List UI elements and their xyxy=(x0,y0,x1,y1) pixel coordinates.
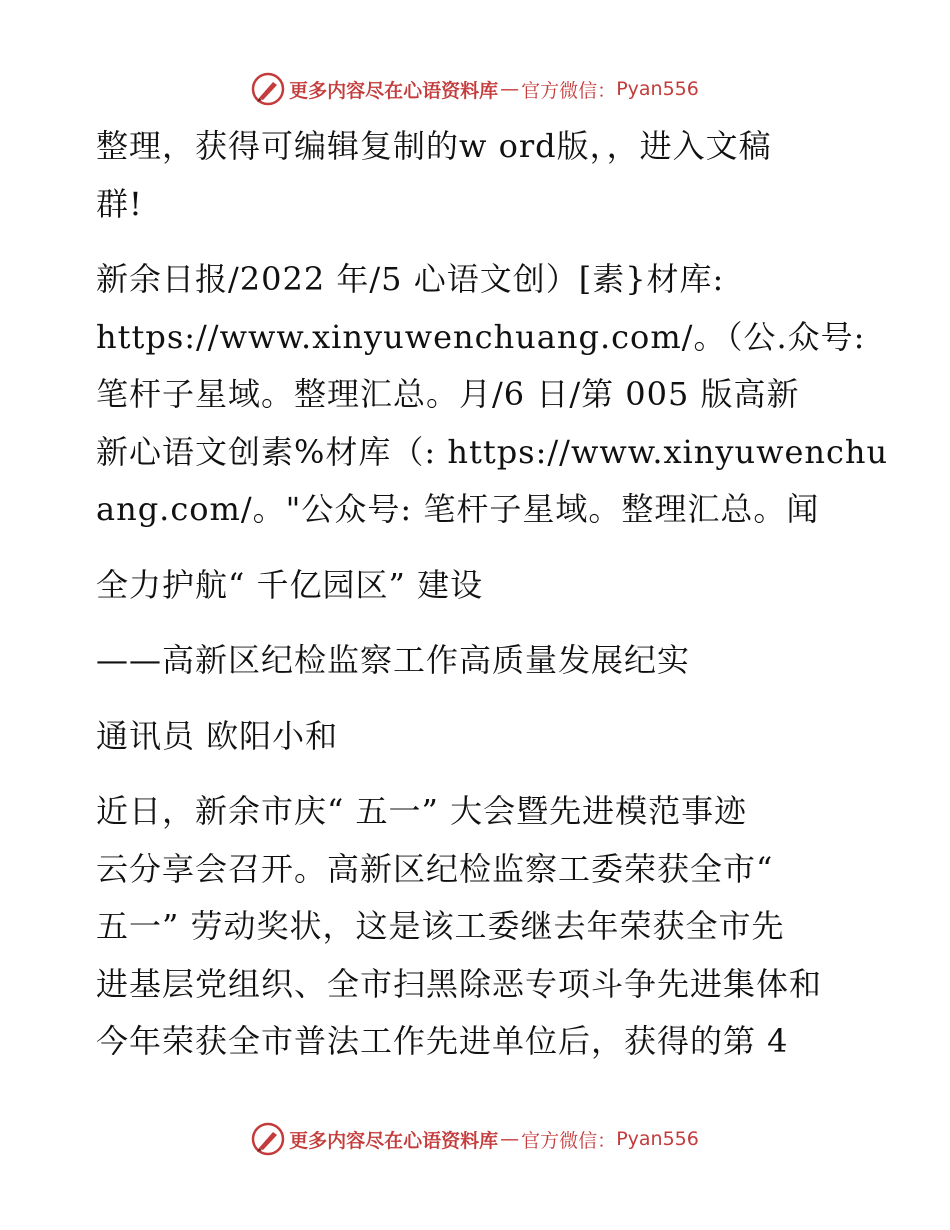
watermark-brand: 更多内容尽在心语资料库 xyxy=(289,79,499,102)
text-line: 笔杆子星域。整理汇总。月/6 日/第 005 版高新 xyxy=(96,375,800,413)
text-line: 新余日报/2022 年/5 心语文创）[素}材库: xyxy=(96,260,725,298)
text-line: 全力护航“ 千亿园区” 建设 xyxy=(96,565,484,604)
watermark-separator: — xyxy=(500,1128,520,1150)
pen-logo-icon xyxy=(251,72,285,106)
text-line: 新心语文创素%材库（: https://www.xinyuwenchu xyxy=(96,432,889,471)
paragraph-source xyxy=(96,251,889,539)
text-line: https://www.xinyuwenchuang.com/。（公.众号: xyxy=(96,317,866,356)
text-line: ang.com/。"公众号: 笔杆子星域。整理汇总。闻 xyxy=(96,490,820,528)
footer-watermark xyxy=(0,1122,950,1156)
paragraph-intro xyxy=(96,118,856,233)
watermark-wechat-id: Pyan556 xyxy=(616,1128,699,1150)
text-line: 整理，获得可编辑复制的w ord版，，进入文稿 xyxy=(96,127,772,165)
article-subtitle xyxy=(96,632,856,690)
article-title xyxy=(96,557,856,615)
header-watermark xyxy=(0,72,950,106)
watermark-official-label: 官方微信： xyxy=(521,79,617,102)
watermark-official-label: 官方微信： xyxy=(521,1129,617,1152)
text-line: 进基层党组织、全市扫黑除恶专项斗争先进集体和 xyxy=(96,964,823,1003)
watermark-brand: 更多内容尽在心语资料库 xyxy=(289,1129,499,1152)
pen-logo-icon xyxy=(251,1122,285,1156)
text-line: 群! xyxy=(96,184,143,223)
text-line: 五一” 劳动奖状，这是该工委继去年荣获全市先 xyxy=(96,907,785,945)
article-byline xyxy=(96,708,856,766)
watermark-separator: — xyxy=(500,78,520,100)
text-line: 近日，新余市庆“ 五一” 大会暨先进模范事迹 xyxy=(96,792,748,830)
watermark-wechat-id: Pyan556 xyxy=(616,78,699,100)
text-line: 云分享会召开。高新区纪检监察工委荣获全市“ xyxy=(96,849,774,888)
text-line: 今年荣获全市普法工作先进单位后，获得的第 4 xyxy=(96,1022,789,1060)
text-line: 通讯员 欧阳小和 xyxy=(96,716,339,755)
paragraph-body xyxy=(96,783,856,1071)
document-body xyxy=(96,118,889,1071)
text-line: ——高新区纪检监察工作高质量发展纪实 xyxy=(96,641,691,679)
